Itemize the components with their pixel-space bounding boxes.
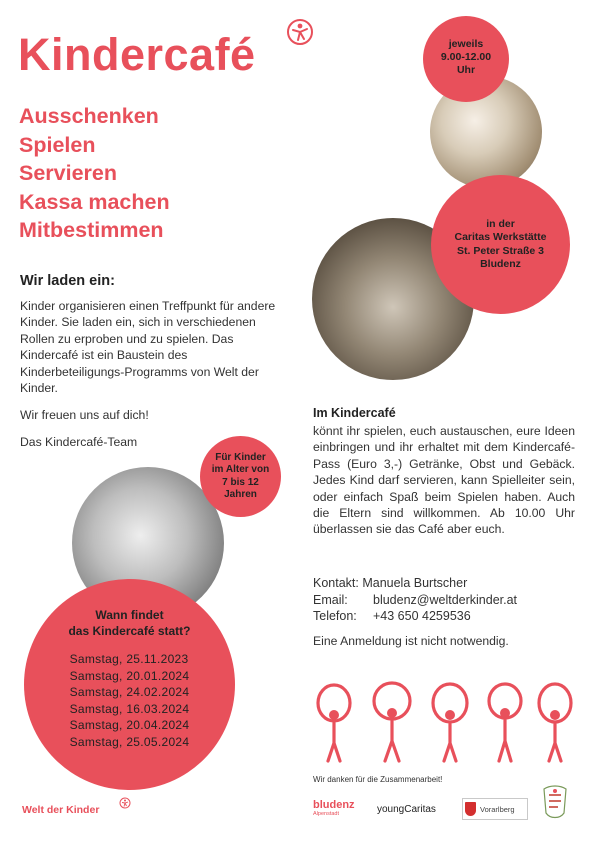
contact-phone-row xyxy=(313,608,517,625)
age-line: Für Kinder xyxy=(215,451,266,463)
activity-item: Servieren xyxy=(19,161,118,185)
phone-number[interactable]: +43 650 4259536 xyxy=(373,609,471,623)
dates-list xyxy=(70,651,190,751)
activity-list xyxy=(19,102,170,245)
invite-signature: Das Kindercafé-Team xyxy=(20,435,138,449)
date-item: Samstag, 24.02.2024 xyxy=(69,685,190,700)
location-line: Bludenz xyxy=(480,258,521,270)
location-line: St. Peter Straße 3 xyxy=(457,244,544,257)
sponsor-logo-youngcaritas: youngCaritas xyxy=(377,804,436,815)
date-item: Samstag, 25.11.2023 xyxy=(69,652,189,666)
dates-bubble xyxy=(24,579,235,790)
org-logo-text: Welt der Kinder xyxy=(22,804,100,816)
welt-der-kinder-logo-icon xyxy=(286,18,314,46)
registration-note: Eine Anmeldung ist nicht notwendig. xyxy=(313,634,509,648)
activity-item: Ausschenken xyxy=(19,104,159,128)
invite-closing: Wir freuen uns auf dich! xyxy=(20,408,149,422)
children-figures-icon xyxy=(312,679,574,765)
email-link[interactable]: bludenz@weltderkinder.at xyxy=(373,592,518,607)
kindercafe-heading: Im Kindercafé xyxy=(313,406,396,420)
date-item: Samstag, 16.03.2024 xyxy=(69,701,190,716)
activity-item: Spielen xyxy=(19,132,96,157)
welt-der-kinder-logo-icon xyxy=(119,797,131,809)
time-bubble xyxy=(423,16,509,102)
age-line: Jahren xyxy=(224,489,257,500)
dates-heading-line: Wann findet xyxy=(95,608,164,622)
dates-heading xyxy=(68,607,190,639)
contact-person: Kontakt: Manuela Burtscher xyxy=(313,576,468,590)
location-bubble xyxy=(431,175,570,314)
location-line: in der xyxy=(486,217,515,230)
sponsor-name: bludenz xyxy=(313,799,355,811)
page-title: Kindercafé xyxy=(18,29,256,80)
sponsor-subtitle: Alpenstadt xyxy=(313,811,339,817)
date-item: Samstag, 20.04.2024 xyxy=(69,718,190,733)
vorarlberg-shield-icon xyxy=(465,802,476,816)
sponsor-logo-vorarlberg xyxy=(462,798,528,820)
age-line: im Alter von xyxy=(211,464,270,475)
age-line: 7 bis 12 xyxy=(222,476,259,488)
email-label: Email: xyxy=(313,592,348,607)
time-line: 9.00-12.00 xyxy=(440,50,492,63)
dates-heading-line: das Kindercafé statt? xyxy=(68,624,191,638)
sponsor-emblem-icon xyxy=(538,783,572,823)
activity-item: Kassa machen xyxy=(19,189,170,214)
date-item: Samstag, 25.05.2024 xyxy=(69,734,190,749)
invite-body: Kinder organisieren einen Treffpunkt für andere Kinder. Sie laden ein, sich in verschiedenen Rollen zu erproben und zu spielen. Das Kindercafé ist ein Baustein des Kinderbeteiligungs-Programms von Welt der Kinder. xyxy=(20,299,276,396)
thanks-note: Wir danken für die Zusammenarbeit! xyxy=(313,775,443,784)
date-item: Samstag, 20.01.2024 xyxy=(69,668,190,683)
kindercafe-body: könnt ihr spielen, euch austauschen, eure Ideen einbringen und ihr erhaltet mit dem Kindercafé-Pass (Euro 3,-) Getränke, Obst und Gebäck. Jedes Kind darf servieren, kann Spielleiter sein, oder einfach Spaß beim Spielen haben. Auch die Eltern sind willkommen. Ab 10.00 Uhr überlassen sie das Café aber euch. xyxy=(313,424,575,537)
time-line: jeweils xyxy=(448,37,484,50)
sponsor-logo-bludenz xyxy=(313,799,355,817)
contact-block xyxy=(313,575,517,625)
time-line: Uhr xyxy=(456,63,476,76)
contact-email-row xyxy=(313,592,517,609)
invite-heading: Wir laden ein: xyxy=(20,273,115,289)
age-bubble xyxy=(200,436,281,517)
phone-label: Telefon: xyxy=(313,609,357,623)
sponsor-name: Vorarlberg xyxy=(480,804,515,814)
location-line: Caritas Werkstätte xyxy=(454,231,547,243)
activity-item: Mitbestimmen xyxy=(19,218,164,242)
